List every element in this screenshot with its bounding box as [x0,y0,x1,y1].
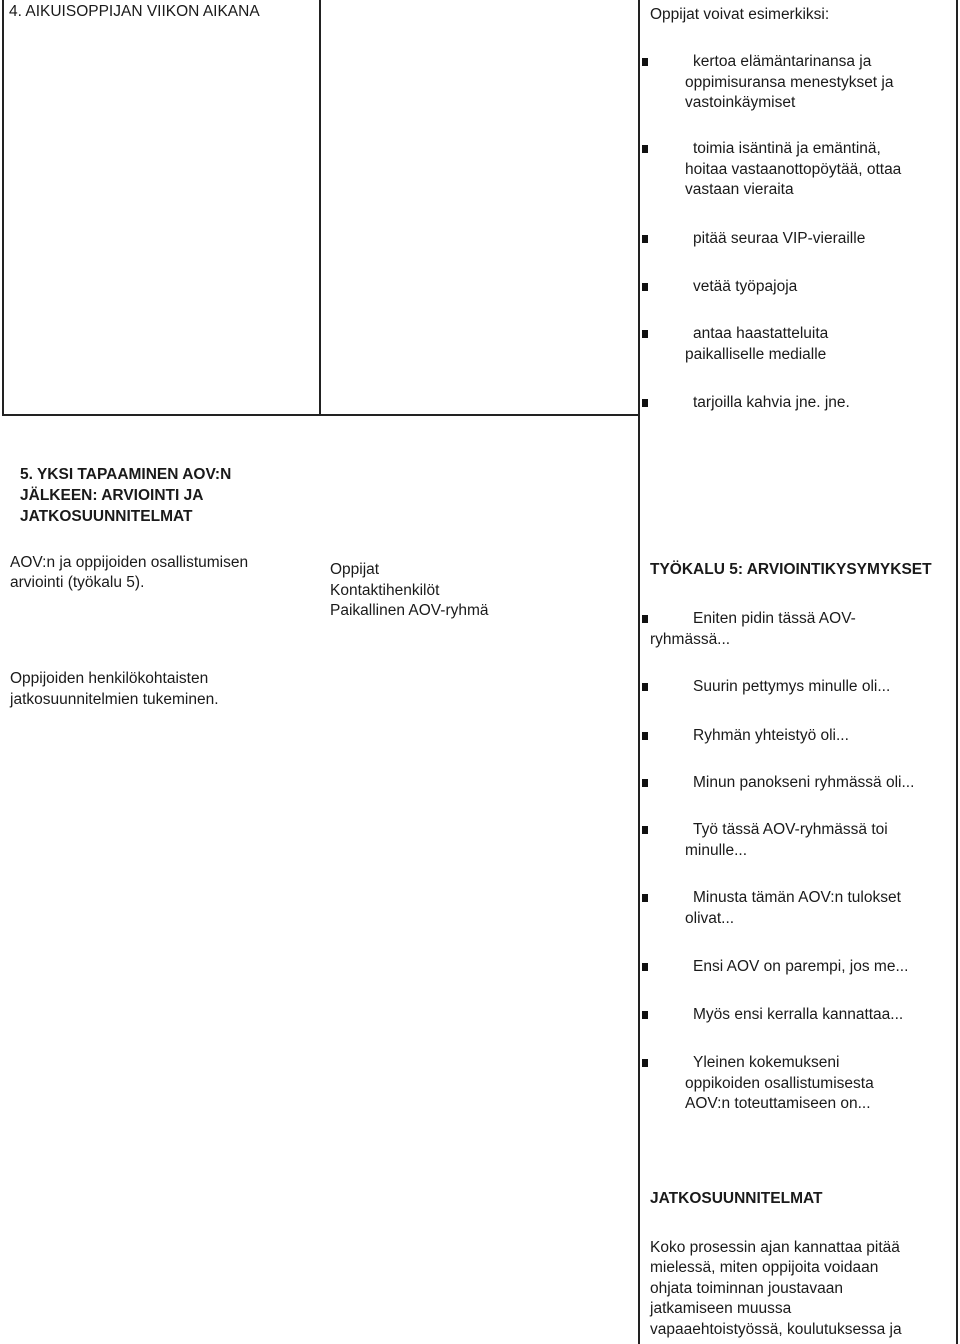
evaluation-question-line: Myös ensi kerralla kannattaa... [693,1006,904,1023]
evaluation-question-line: Minusta tämän AOV:n tulokset [693,889,901,906]
evaluation-question-line: Minun panokseni ryhmässä oli... [693,774,915,791]
row5-heading-line-1: 5. YKSI TAPAAMINEN AOV:N [20,466,232,483]
row4-bullet-item-line: antaa haastatteluita [693,325,829,342]
plan-line-1: Koko prosessin ajan kannattaa pitää [650,1239,900,1256]
evaluation-question-line: AOV:n toteuttamiseen on... [685,1095,871,1112]
plan-line-3: ohjata toiminnan joustavaan [650,1280,844,1297]
plan-line-4: jatkamiseen muussa [650,1300,792,1317]
row4-bullet-item-line: toimia isäntinä ja emäntinä, [693,140,881,157]
bullet-square-icon [642,235,648,243]
row5-left-paragraph-1-line-1: AOV:n ja oppijoiden osallistumisen [10,554,249,571]
row4-bullet-item-line: vastaan vieraita [685,181,794,198]
bullet-square-icon [642,58,648,66]
bullet-square-icon [642,683,648,691]
row4-bullet-item-line: vastoinkäymiset [685,94,796,111]
row4-bullet-item-line: paikalliselle medialle [685,345,827,363]
row4-bullet-item-line: tarjoilla kahvia jne. jne. [693,394,850,411]
row5-participants-line-3: Paikallinen AOV-ryhmä [330,602,489,619]
evaluation-question-line: Työ tässä AOV-ryhmässä toi [693,821,888,838]
evaluation-question-line: Ensi AOV on parempi, jos me... [693,958,909,975]
evaluation-question-line: olivat... [685,909,735,927]
evaluation-question-line: oppikoiden osallistumisesta [685,1074,874,1092]
bullet-square-icon [642,1059,648,1067]
plan-line-5: vapaaehtoistyössä, koulutuksessa ja [650,1321,902,1338]
table-border-col2 [638,0,640,1344]
row4-heading: 4. AIKUISOPPIJAN VIIKON AIKANA [9,3,260,20]
row5-participants-line-1: Oppijat [330,561,380,578]
row5-left-paragraph-2-line-2: jatkosuunnitelmien tukeminen. [10,691,219,708]
bullet-square-icon [642,732,648,740]
plan-heading: JATKOSUUNNITELMAT [650,1190,823,1207]
table-border-left [2,0,4,415]
bullet-square-icon [642,894,648,902]
evaluation-question-line: ryhmässä... [650,630,731,648]
row5-heading-line-2: JÄLKEEN: ARVIOINTI JA [20,487,204,504]
row4-bullet-item-line: hoitaa vastaanottopöytää, ottaa [685,160,902,178]
evaluation-question-line: Suurin pettymys minulle oli... [693,678,891,695]
row4-bullet-item-line: kertoa elämäntarinansa ja [693,53,872,70]
row5-heading-line-3: JATKOSUUNNITELMAT [20,508,193,525]
row4-bullet-item-line: oppimisuransa menestykset ja [685,73,894,91]
bullet-square-icon [642,826,648,834]
row5-participants-line-2: Kontaktihenkilöt [330,582,440,599]
row4-intro: Oppijat voivat esimerkiksi: [650,6,830,23]
plan-line-2: mielessä, miten oppijoita voidaan [650,1259,879,1276]
bullet-square-icon [642,963,648,971]
bullet-square-icon [642,399,648,407]
evaluation-question-line: Ryhmän yhteistyö oli... [693,727,849,744]
bullet-square-icon [642,615,648,623]
row4-bullet-item-line: pitää seuraa VIP-vieraille [693,230,866,247]
bullet-square-icon [642,1011,648,1019]
bullet-square-icon [642,283,648,291]
table-border-right [956,0,958,1344]
bullet-square-icon [642,779,648,787]
table-border-col1 [319,0,321,415]
evaluation-question-line: Eniten pidin tässä AOV- [693,610,856,627]
evaluation-question-line: Yleinen kokemukseni [693,1054,840,1071]
row4-bullet-item-line: vetää työpajoja [693,278,798,295]
tool-5-heading: TYÖKALU 5: ARVIOINTIKYSYMYKSET [650,561,932,578]
table-row-divider [2,414,638,416]
evaluation-question-line: minulle... [685,841,748,859]
bullet-square-icon [642,330,648,338]
row5-left-paragraph-2-line-1: Oppijoiden henkilökohtaisten [10,670,209,687]
bullet-square-icon [642,145,648,153]
row5-left-paragraph-1-line-2: arviointi (työkalu 5). [10,574,145,591]
